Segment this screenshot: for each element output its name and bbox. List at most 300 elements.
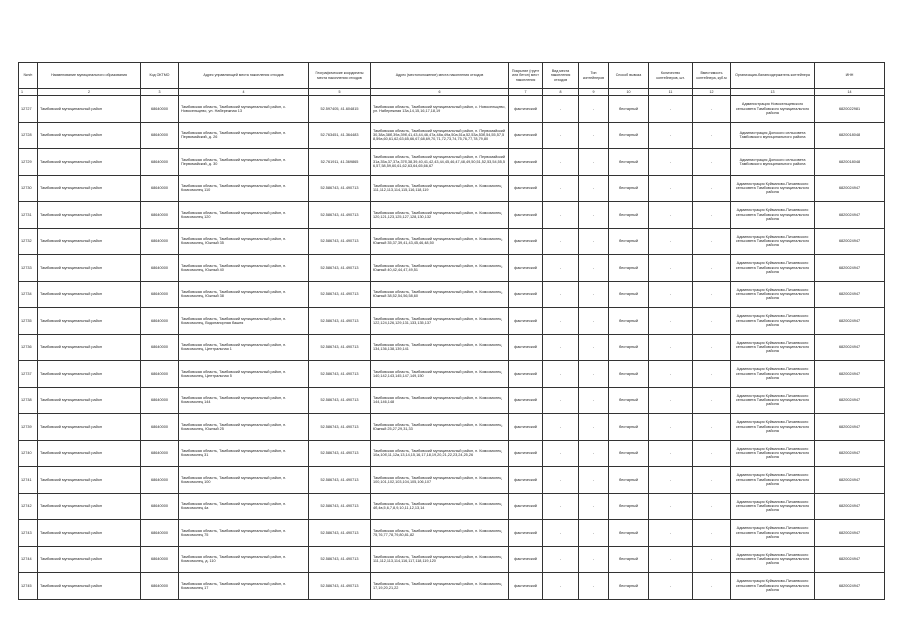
table-cell: Тамбовский муниципальный район [38,281,141,308]
table-cell: Тамбовская область, Тамбовский муниципальный район, п. Комсомолец, д. 110 [179,546,309,573]
table-row [19,361,885,388]
table-cell: - [649,361,693,388]
table-cell: бестарный [609,546,649,573]
table-cell: Тамбовская область, Тамбовский муниципальный район, п. Комсомолец 111,112,113,114,116,117,118,119,120 [371,546,509,573]
table-cell: 68640000 [141,175,179,202]
table-cell: 6820024947 [815,573,885,600]
table-cell: - [693,573,731,600]
table-cell: 12735 [19,308,38,335]
table-cell: Тамбовская область, Тамбовский муниципальный район, п. Комсомолец, Южный 25 [179,414,309,441]
column-number-row [19,89,885,96]
table-cell: фактический [509,122,543,149]
table-cell: 68640000 [141,281,179,308]
table-cell: Тамбовская область, Тамбовский муниципальный район, п. Комсомолец 17,19,20,21,22 [371,573,509,600]
table-cell: Тамбовская область, Тамбовский муниципальный район, п. Комсомолец, Южный 25,27,29,31,33 [371,414,509,441]
table-cell: Тамбовский муниципальный район [38,467,141,494]
table-cell: Администрация Донского сельсовета Тамбовского муниципального района [731,122,815,149]
table-cell: - [543,255,579,282]
table-cell: бестарный [609,202,649,229]
table-row [19,96,885,123]
table-cell: - [579,308,609,335]
table-cell: Тамбовский муниципальный район [38,122,141,149]
table-cell: - [579,493,609,520]
table-cell: 12733 [19,255,38,282]
table-cell: Тамбовская область, Тамбовский муниципальный район, п. Комсомолец, Водонапорная башня [179,308,309,335]
table-cell: Тамбовская область, Тамбовский муниципальный район, п. Комсомолец 110 [179,175,309,202]
table-cell: - [649,228,693,255]
table-cell: бестарный [609,467,649,494]
table-cell: фактический [509,202,543,229]
table-cell: Тамбовская область, Тамбовский муниципальный район, п. Комсомолец 144,146,148 [371,387,509,414]
table-cell: - [649,308,693,335]
table-cell: фактический [509,387,543,414]
table-cell: - [543,202,579,229]
table-cell: - [579,175,609,202]
table-cell: - [649,440,693,467]
table-cell: 52.597405, 41.604815 [309,96,371,123]
table-cell: Тамбовская область, Тамбовский муниципальный район, п. Комсомолец, Южный 35,37,39,41,43,45,46,48,50 [371,228,509,255]
table-cell: Тамбовская область, Тамбовский муниципальный район, п. Комсомолец 100 [179,467,309,494]
table-cell: - [543,520,579,547]
table-row [19,520,885,547]
table-cell: 52.586743, 41.490713 [309,387,371,414]
column-number: 8 [543,89,579,96]
table-cell: фактический [509,573,543,600]
table-row [19,387,885,414]
table-cell: бестарный [609,228,649,255]
table-cell: Тамбовский муниципальный район [38,334,141,361]
table-cell: - [649,493,693,520]
table-cell: 68640000 [141,308,179,335]
column-header: Географические координаты места накопления отходов [309,63,371,89]
table-cell: Администрация Куйманово-Пичаевского сельсовета Тамбовского муниципального района [731,467,815,494]
table-cell: 12743 [19,520,38,547]
table-cell: - [693,334,731,361]
table-cell: - [579,281,609,308]
column-number: 6 [371,89,509,96]
table-cell: - [649,546,693,573]
table-cell: 12732 [19,228,38,255]
table-cell: 6820024947 [815,546,885,573]
table-cell: 6820018048 [815,149,885,176]
column-header: Количество контейнеров, шт. [649,63,693,89]
table-cell: Администрация Куйманово-Пичаевского сельсовета Тамбовского муниципального района [731,175,815,202]
table-cell: Тамбовский муниципальный район [38,202,141,229]
table-cell: Тамбовская область, Тамбовский муниципальный район, п. Комсомолец 122,124,126,129,131,133,135,137 [371,308,509,335]
table-cell: Администрация Куйманово-Пичаевского сельсовета Тамбовского муниципального района [731,334,815,361]
table-cell: - [579,255,609,282]
table-cell: 6820024947 [815,387,885,414]
table-cell: Администрация Новосельцевского сельсовета Тамбовского муниципального района [731,96,815,123]
table-cell: 12736 [19,334,38,361]
table-cell: - [649,573,693,600]
table-cell: - [543,573,579,600]
table-cell: фактический [509,308,543,335]
table-cell: Тамбовская область, Тамбовский муниципальный район, п. Комсомолец 134,136,138,139,141 [371,334,509,361]
table-cell: - [579,573,609,600]
table-cell: - [543,414,579,441]
table-cell: бестарный [609,414,649,441]
table-cell: Тамбовский муниципальный район [38,546,141,573]
table-cell: 68640000 [141,387,179,414]
table-cell: - [649,202,693,229]
table-cell: - [649,255,693,282]
table-cell: 6820024947 [815,281,885,308]
table-cell: 6820024947 [815,255,885,282]
table-cell: - [649,149,693,176]
table-cell: Администрация Куйманово-Пичаевского сельсовета Тамбовского муниципального района [731,520,815,547]
table-cell: фактический [509,467,543,494]
table-cell: 12729 [19,149,38,176]
table-cell: 12730 [19,175,38,202]
table-cell: - [649,96,693,123]
column-number: 11 [649,89,693,96]
table-cell: - [693,414,731,441]
table-row [19,149,885,176]
table-row [19,122,885,149]
table-cell: Тамбовская область, Тамбовский муниципальный район, п. Комсомолец 75,76,77,78,79,80,81,82 [371,520,509,547]
table-cell: Администрация Куйманово-Пичаевского сельсовета Тамбовского муниципального района [731,228,815,255]
table-cell: бестарный [609,493,649,520]
table-cell: Тамбовский муниципальный район [38,573,141,600]
table-cell: 68640000 [141,520,179,547]
table-cell: бестарный [609,281,649,308]
table-row [19,493,885,520]
table-cell: - [579,334,609,361]
table-row [19,467,885,494]
table-cell: Тамбовский муниципальный район [38,520,141,547]
table-cell: 52.586743, 41.490713 [309,281,371,308]
table-cell: 12744 [19,546,38,573]
table-row [19,255,885,282]
table-cell: фактический [509,493,543,520]
table-cell: 12738 [19,387,38,414]
table-cell: 52.586743, 41.490713 [309,361,371,388]
table-cell: - [693,546,731,573]
table-cell: 52.586743, 41.490713 [309,493,371,520]
table-cell: 68640000 [141,546,179,573]
table-cell: - [649,520,693,547]
table-cell: 52.586743, 41.490713 [309,573,371,600]
table-cell: 52.586743, 41.490713 [309,467,371,494]
table-cell: бестарный [609,122,649,149]
table-cell: - [579,467,609,494]
table-cell: - [579,520,609,547]
table-cell: 6820018048 [815,122,885,149]
table-cell: 6820024947 [815,440,885,467]
table-cell: фактический [509,520,543,547]
table-cell: бестарный [609,96,649,123]
table-cell: - [543,175,579,202]
table-cell: - [649,414,693,441]
column-header: Код ОКТМО [141,63,179,89]
table-cell: Тамбовская область, Тамбовский муниципальный район, п. Комсомолец 4б,4в,5,6,7,8,9,10,11,12,13,14 [371,493,509,520]
table-cell: 6820024947 [815,228,885,255]
table-cell: - [693,122,731,149]
table-cell: Администрация Куйманово-Пичаевского сельсовета Тамбовского муниципального района [731,308,815,335]
table-cell: 12727 [19,96,38,123]
table-cell: 68640000 [141,361,179,388]
column-number: 14 [815,89,885,96]
table-cell: Администрация Куйманово-Пичаевского сельсовета Тамбовского муниципального района [731,281,815,308]
table-cell: Тамбовский муниципальный район [38,228,141,255]
data-table [18,62,885,600]
table-cell: - [543,493,579,520]
table-cell: Тамбовская область, Тамбовский муниципальный район, с. Новосельцево, ул. Набережная 13 [179,96,309,123]
table-cell: Администрация Куйманово-Пичаевского сельсовета Тамбовского муниципального района [731,414,815,441]
column-number: 3 [141,89,179,96]
table-cell: 6820024947 [815,175,885,202]
table-cell: - [693,308,731,335]
table-cell: Тамбовский муниципальный район [38,96,141,123]
table-cell: бестарный [609,149,649,176]
table-cell: - [693,493,731,520]
table-cell: бестарный [609,175,649,202]
table-cell: 68640000 [141,122,179,149]
table-cell: - [649,334,693,361]
table-cell: Тамбовская область, Тамбовский муниципальный район, п. Первомайский 30,38а,38б,39а,39б,41,43,44,46,47а,48а,49а,50а,51а,52,53а,53б,54,55,57,58,59а,60,61,62,63,65,66,67,68,69,70,71,72,73,74,75,76,77,78,79,80 [371,122,509,149]
table-cell: Тамбовская область, Тамбовский муниципальный район, с. Новосельцево, ул. Набережная 13а,14,15,16,17,18,19 [371,96,509,123]
table-cell: - [579,96,609,123]
table-cell: фактический [509,414,543,441]
table-cell: Тамбовская область, Тамбовский муниципальный район, п. Комсомолец 31 [179,440,309,467]
table-cell: Тамбовская область, Тамбовский муниципальный район, п. Комсомолец 17 [179,573,309,600]
table-cell: - [693,96,731,123]
table-cell: - [579,228,609,255]
table-cell: - [543,387,579,414]
table-row [19,281,885,308]
table-cell: - [579,202,609,229]
table-cell: Администрация Куйманово-Пичаевского сельсовета Тамбовского муниципального района [731,493,815,520]
table-cell: 12728 [19,122,38,149]
column-number: 10 [609,89,649,96]
table-row [19,573,885,600]
table-cell: - [693,202,731,229]
table-cell: 68640000 [141,493,179,520]
table-cell: 6820024947 [815,308,885,335]
table-cell: - [579,361,609,388]
table-cell: бестарный [609,334,649,361]
table-cell: Тамбовская область, Тамбовский муниципальный район, п. Комсомолец 144 [179,387,309,414]
table-cell: бестарный [609,387,649,414]
table-cell: фактический [509,334,543,361]
table-row [19,334,885,361]
table-cell: 52.586743, 41.490713 [309,414,371,441]
column-header: Тип контейнеров [579,63,609,89]
column-number: 5 [309,89,371,96]
table-cell: - [543,228,579,255]
table-cell: - [543,361,579,388]
table-cell: - [693,467,731,494]
table-cell: - [579,149,609,176]
table-cell: Тамбовский муниципальный район [38,149,141,176]
table-row [19,202,885,229]
table-cell: 12739 [19,414,38,441]
table-cell: - [543,467,579,494]
table-cell: - [693,149,731,176]
table-cell: 68640000 [141,255,179,282]
table-cell: 6820024947 [815,467,885,494]
table-cell: Тамбовский муниципальный район [38,440,141,467]
column-number: 4 [179,89,309,96]
table-cell: 12740 [19,440,38,467]
table-cell: Тамбовская область, Тамбовский муниципальный район, п. Комсомолец, Центральная 5 [179,361,309,388]
table-cell: - [543,440,579,467]
column-number: 7 [509,89,543,96]
table-cell: 52.586743, 41.490713 [309,334,371,361]
table-cell: бестарный [609,573,649,600]
table-cell: бестарный [609,520,649,547]
table-row [19,414,885,441]
table-cell: - [579,387,609,414]
table-cell: 52.586743, 41.490713 [309,440,371,467]
table-cell: фактический [509,255,543,282]
table-cell: Тамбовская область, Тамбовский муниципальный район, п. Комсомолец 120 [179,202,309,229]
table-cell: Тамбовская область, Тамбовский муниципальный район, п. Комсомолец 4а [179,493,309,520]
table-cell: - [693,361,731,388]
table-cell: - [579,546,609,573]
table-cell: - [649,122,693,149]
table-cell: - [579,414,609,441]
table-cell: 68640000 [141,202,179,229]
table-cell: 52.586743, 41.490713 [309,546,371,573]
table-cell: 68640000 [141,334,179,361]
table-cell: Тамбовская область, Тамбовский муниципальный район, п. Комсомолец, Южный 35 [179,228,309,255]
column-number: 1 [19,89,38,96]
table-cell: 52.586743, 41.490713 [309,255,371,282]
table-cell: - [693,520,731,547]
table-cell: - [543,308,579,335]
table-cell: - [693,440,731,467]
table-row [19,228,885,255]
column-header: Вид места накопления отходов [543,63,579,89]
table-cell: 52.586743, 41.490713 [309,228,371,255]
table-cell: бестарный [609,308,649,335]
table-cell: 6820022981 [815,96,885,123]
table-cell: - [693,228,731,255]
table-cell: Тамбовский муниципальный район [38,387,141,414]
table-cell: 12741 [19,467,38,494]
table-cell: Тамбовская область, Тамбовский муниципальный район, п. Комсомолец 10а,10б,11,12а,13,14,15,16,17,18,19,20,21,22,23,24,25,26 [371,440,509,467]
table-cell: 68640000 [141,149,179,176]
table-cell: 68640000 [141,414,179,441]
column-header: Организация-балансодержатель контейнера [731,63,815,89]
table-cell: 52.763451, 41.364483 [309,122,371,149]
table-row [19,175,885,202]
table-cell: Тамбовская область, Тамбовский муниципальный район, п. Первомайский, д. 26 [179,122,309,149]
table-cell: 68640000 [141,440,179,467]
table-cell: 52.586743, 41.490713 [309,520,371,547]
table-cell: Тамбовская область, Тамбовский муниципальный район, п. Комсомолец, Южный 40 [179,255,309,282]
table-cell: фактический [509,361,543,388]
table-cell: - [543,122,579,149]
column-header: Наименование муниципального образования [38,63,141,89]
table-cell: фактический [509,228,543,255]
table-cell: фактический [509,149,543,176]
table-cell: 68640000 [141,467,179,494]
table-cell: 68640000 [141,573,179,600]
column-header: №п/п [19,63,38,89]
table-cell: бестарный [609,255,649,282]
table-cell: Тамбовский муниципальный район [38,175,141,202]
column-header: Вместимость контейнера, куб.м [693,63,731,89]
table-cell: Тамбовский муниципальный район [38,361,141,388]
column-number: 13 [731,89,815,96]
table-cell: Тамбовская область, Тамбовский муниципальный район, п. Комсомолец, Центральная 1 [179,334,309,361]
column-header: Адрес (местоположение) места накопления отходов [371,63,509,89]
table-cell: 12737 [19,361,38,388]
table-cell: - [693,387,731,414]
table-cell: Тамбовская область, Тамбовский муниципальный район, п. Комсомолец 100,101,102,103,104,105,106,107 [371,467,509,494]
table-cell: 52.761911, 41.369865 [309,149,371,176]
column-header: ИНН [815,63,885,89]
column-number: 2 [38,89,141,96]
table-cell: Тамбовская область, Тамбовский муниципальный район, п. Комсомолец 75 [179,520,309,547]
table-cell: 12731 [19,202,38,229]
table-cell: Тамбовская область, Тамбовский муниципальный район, п. Комсомолец, Южный 38 [179,281,309,308]
table-row [19,308,885,335]
table-cell: фактический [509,440,543,467]
table-cell: Администрация Куйманово-Пичаевского сельсовета Тамбовского муниципального района [731,440,815,467]
column-header: Адрес управляющей места накопления отходов [179,63,309,89]
table-cell: фактический [509,281,543,308]
table-cell: Администрация Куйманово-Пичаевского сельсовета Тамбовского муниципального района [731,546,815,573]
table-cell: 6820024947 [815,520,885,547]
table-cell: Тамбовская область, Тамбовский муниципальный район, п. Комсомолец 120,121,123,125,127,128,130,132 [371,202,509,229]
column-number: 9 [579,89,609,96]
table-cell: 6820024947 [815,414,885,441]
table-cell: 6820024947 [815,361,885,388]
table-row [19,546,885,573]
table-cell: Тамбовская область, Тамбовский муниципальный район, п. Первомайский 31а,35а,37,37а,37б,38,39,40,41,42,43,44,45,46,47,48,49,50,51,52,53,54,55,56,57,58,59,60,61,62,63,64,65,66,67 [371,149,509,176]
table-cell: фактический [509,175,543,202]
table-cell: бестарный [609,440,649,467]
table-cell: 52.586743, 41.490713 [309,175,371,202]
table-cell: - [693,175,731,202]
table-cell: Тамбовская область, Тамбовский муниципальный район, п. Первомайский, д. 30 [179,149,309,176]
table-cell: 68640000 [141,96,179,123]
table-cell: фактический [509,96,543,123]
table-cell: - [649,175,693,202]
table-cell: 6820024947 [815,334,885,361]
table-cell: Тамбовская область, Тамбовский муниципальный район, п. Комсомолец 111,112,113,114,115,116,118,119 [371,175,509,202]
table-cell: - [543,546,579,573]
table-row [19,440,885,467]
table-cell: 6820024947 [815,202,885,229]
table-cell: - [693,281,731,308]
header-row [19,63,885,89]
table-cell: - [543,149,579,176]
table-body [19,96,885,600]
table-cell: - [543,334,579,361]
table-cell: Тамбовский муниципальный район [38,414,141,441]
table-cell: - [649,387,693,414]
column-header: Покрытие (грунт или бетон) мест накопления [509,63,543,89]
table-cell: Тамбовская область, Тамбовский муниципальный район, п. Комсомолец, Южный 40,42,44,47,49,51 [371,255,509,282]
table-cell: фактический [509,546,543,573]
table-cell: - [649,281,693,308]
table-cell: Администрация Куйманово-Пичаевского сельсовета Тамбовского муниципального района [731,387,815,414]
table-cell: 12734 [19,281,38,308]
table-cell: - [649,467,693,494]
table-cell: Администрация Куйманово-Пичаевского сельсовета Тамбовского муниципального района [731,202,815,229]
table-cell: - [543,96,579,123]
table-cell: - [693,255,731,282]
table-cell: Администрация Куйманово-Пичаевского сельсовета Тамбовского муниципального района [731,573,815,600]
table-cell: Тамбовский муниципальный район [38,255,141,282]
table-cell: 6820024947 [815,493,885,520]
table-cell: Тамбовская область, Тамбовский муниципальный район, п. Комсомолец 140,142,143,145,147,149,150 [371,361,509,388]
